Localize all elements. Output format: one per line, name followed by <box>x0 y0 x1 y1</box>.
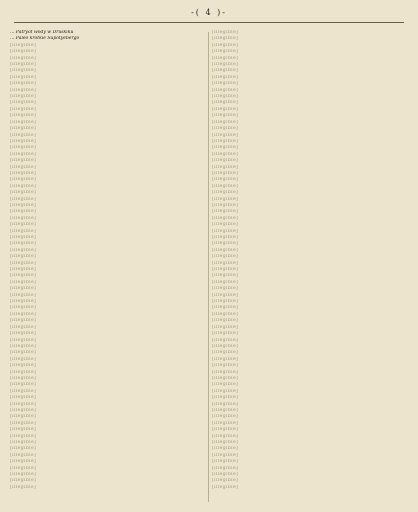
catalog-entry-illegible: [illegible] <box>212 190 239 196</box>
catalog-entry-illegible: [illegible] <box>212 350 239 356</box>
catalog-entry-illegible: [illegible] <box>212 279 239 285</box>
catalog-entry-illegible: [illegible] <box>212 324 239 330</box>
catalog-entry-illegible: [illegible] <box>10 356 37 362</box>
catalog-entry-illegible: [illegible] <box>10 350 37 356</box>
catalog-entry-illegible: [illegible] <box>212 452 239 458</box>
catalog-entry-illegible: [illegible] <box>212 414 239 420</box>
catalog-entry-illegible: [illegible] <box>212 241 239 247</box>
catalog-entry-illegible: [illegible] <box>10 401 37 407</box>
catalog-entry-illegible: [illegible] <box>10 42 37 48</box>
catalog-entry-illegible: [illegible] <box>212 151 239 157</box>
catalog-entry-illegible: [illegible] <box>212 273 239 279</box>
column-divider <box>208 32 209 502</box>
catalog-entry-illegible: [illegible] <box>10 427 37 433</box>
catalog-entry-illegible: [illegible] <box>10 87 37 93</box>
catalog-entry-illegible: [illegible] <box>212 196 239 202</box>
catalog-entry-illegible: [illegible] <box>212 356 239 362</box>
catalog-entry-illegible: [illegible] <box>212 247 239 253</box>
catalog-entry-illegible: [illegible] <box>10 260 37 266</box>
catalog-entry-illegible: [illegible] <box>212 267 239 273</box>
catalog-entry-illegible: [illegible] <box>212 260 239 266</box>
catalog-entry-illegible: [illegible] <box>10 190 37 196</box>
catalog-entry-illegible: [illegible] <box>10 209 37 215</box>
catalog-entry-illegible: [illegible] <box>10 273 37 279</box>
left-column <box>10 30 206 491</box>
catalog-entry-illegible: [illegible] <box>212 87 239 93</box>
catalog-entry-illegible: [illegible] <box>10 305 37 311</box>
catalog-entry-illegible: [illegible] <box>212 42 239 48</box>
catalog-entry-illegible: [illegible] <box>10 363 37 369</box>
catalog-entry-illegible: [illegible] <box>212 299 239 305</box>
catalog-entry-illegible: [illegible] <box>212 420 239 426</box>
catalog-entry-illegible: [illegible] <box>10 145 37 151</box>
catalog-entry-illegible: [illegible] <box>212 382 239 388</box>
catalog-entry-illegible: [illegible] <box>212 472 239 478</box>
catalog-entry-illegible: [illegible] <box>212 49 239 55</box>
catalog-entry-illegible: [illegible] <box>10 68 37 74</box>
catalog-entry-illegible: [illegible] <box>212 81 239 87</box>
catalog-entry-illegible: [illegible] <box>212 74 239 80</box>
catalog-entry-illegible: [illegible] <box>10 478 37 484</box>
catalog-entry-illegible: [illegible] <box>212 55 239 61</box>
catalog-entry-illegible: [illegible] <box>10 202 37 208</box>
catalog-entry-illegible: [illegible] <box>212 446 239 452</box>
catalog-entry-illegible: [illegible] <box>212 363 239 369</box>
catalog-entry-illegible: [illegible] <box>212 36 239 42</box>
catalog-entry-illegible: [illegible] <box>10 119 37 125</box>
catalog-entry-illegible: [illegible] <box>212 305 239 311</box>
catalog-entry-illegible: [illegible] <box>212 126 239 132</box>
catalog-entry-illegible: [illegible] <box>212 459 239 465</box>
catalog-entry-illegible: [illegible] <box>10 196 37 202</box>
catalog-entry-illegible: [illegible] <box>212 177 239 183</box>
catalog-entry-illegible: [illegible] <box>10 267 37 273</box>
catalog-entry: … Patryot wody w Druskiku <box>10 30 74 35</box>
catalog-entry-illegible: [illegible] <box>10 55 37 61</box>
catalog-entry-illegible: [illegible] <box>212 30 239 35</box>
catalog-entry-illegible: [illegible] <box>212 311 239 317</box>
catalog-entry-illegible: [illegible] <box>212 407 239 413</box>
catalog-entry-illegible: [illegible] <box>10 113 37 119</box>
catalog-entry-illegible: [illegible] <box>10 106 37 112</box>
catalog-entry-illegible: [illegible] <box>212 401 239 407</box>
catalog-entry-illegible: [illegible] <box>212 395 239 401</box>
catalog-entry-illegible: [illegible] <box>212 465 239 471</box>
catalog-entry-illegible: [illegible] <box>10 164 37 170</box>
catalog-entry-illegible: [illegible] <box>10 74 37 80</box>
catalog-entry-illegible: [illegible] <box>212 170 239 176</box>
catalog-entry-illegible: [illegible] <box>212 228 239 234</box>
catalog-entry-illegible: [illegible] <box>10 254 37 260</box>
catalog-entry-illegible: [illegible] <box>10 49 37 55</box>
catalog-entry-illegible: [illegible] <box>212 433 239 439</box>
catalog-entry-illegible: [illegible] <box>10 420 37 426</box>
catalog-entry-illegible: [illegible] <box>212 254 239 260</box>
catalog-entry-illegible: [illegible] <box>10 414 37 420</box>
catalog-entry-illegible: [illegible] <box>10 465 37 471</box>
catalog-entry-illegible: [illegible] <box>10 433 37 439</box>
catalog-entry-illegible: [illegible] <box>212 106 239 112</box>
catalog-entry-illegible: [illegible] <box>10 183 37 189</box>
catalog-entry-illegible: [illegible] <box>10 407 37 413</box>
catalog-entry-illegible: [illegible] <box>212 145 239 151</box>
catalog-entry-illegible: [illegible] <box>10 247 37 253</box>
catalog-entry-illegible: [illegible] <box>212 235 239 240</box>
catalog-entry-illegible: [illegible] <box>10 151 37 157</box>
catalog-entry-illegible: [illegible] <box>10 100 37 106</box>
catalog-entry-illegible: [illegible] <box>212 440 239 445</box>
catalog-entry-illegible: [illegible] <box>212 132 239 138</box>
catalog-entry-illegible: [illegible] <box>212 286 239 292</box>
catalog-entry-illegible: [illegible] <box>212 318 239 324</box>
catalog-entry-illegible: [illegible] <box>10 235 37 240</box>
catalog-entry-illegible: [illegible] <box>10 62 37 68</box>
catalog-entry-illegible: [illegible] <box>10 440 37 445</box>
catalog-entry-illegible: [illegible] <box>212 427 239 433</box>
catalog-entry-illegible: [illegible] <box>212 375 239 381</box>
catalog-entry: … Paleo krotkie Supotyebergo <box>10 36 80 42</box>
catalog-entry-illegible: [illegible] <box>10 337 37 343</box>
catalog-entry-illegible: [illegible] <box>10 472 37 478</box>
catalog-entry-illegible: [illegible] <box>10 343 37 349</box>
catalog-entry-illegible: [illegible] <box>10 324 37 330</box>
catalog-entry-illegible: [illegible] <box>212 62 239 68</box>
catalog-entry-illegible: [illegible] <box>10 228 37 234</box>
catalog-entry-illegible: [illegible] <box>10 177 37 183</box>
header-rule <box>14 22 404 23</box>
catalog-entry-illegible: [illegible] <box>10 94 37 100</box>
page-number: -( 4 )- <box>191 8 227 17</box>
catalog-entry-illegible: [illegible] <box>212 113 239 119</box>
catalog-entry-illegible: [illegible] <box>10 279 37 285</box>
catalog-entry-illegible: [illegible] <box>212 202 239 208</box>
catalog-entry-illegible: [illegible] <box>10 331 37 337</box>
catalog-entry-illegible: [illegible] <box>10 395 37 401</box>
catalog-entry-illegible: [illegible] <box>10 158 37 164</box>
catalog-entry-illegible: [illegible] <box>212 331 239 337</box>
catalog-entry-illegible: [illegible] <box>212 343 239 349</box>
catalog-entry-illegible: [illegible] <box>10 382 37 388</box>
catalog-entry-illegible: [illegible] <box>212 183 239 189</box>
catalog-entry-illegible: [illegible] <box>212 222 239 228</box>
page-header <box>0 8 418 24</box>
catalog-entry-illegible: [illegible] <box>10 452 37 458</box>
catalog-entry-illegible: [illegible] <box>212 94 239 100</box>
catalog-entry-illegible: [illegible] <box>10 222 37 228</box>
catalog-entry-illegible: [illegible] <box>212 478 239 484</box>
right-column <box>212 30 408 491</box>
catalog-entry-illegible: [illegible] <box>212 388 239 394</box>
catalog-entry-illegible: [illegible] <box>10 126 37 132</box>
catalog-entry-illegible: [illegible] <box>212 209 239 215</box>
catalog-entry-illegible: [illegible] <box>10 215 37 221</box>
catalog-entry-illegible: [illegible] <box>212 337 239 343</box>
catalog-entry-illegible: [illegible] <box>10 388 37 394</box>
catalog-entry-illegible: [illegible] <box>212 138 239 144</box>
catalog-entry-illegible: [illegible] <box>212 215 239 221</box>
catalog-entry-illegible: [illegible] <box>212 369 239 375</box>
catalog-entry-illegible: [illegible] <box>10 311 37 317</box>
catalog-entry-illegible: [illegible] <box>10 375 37 381</box>
catalog-entry-illegible: [illegible] <box>10 286 37 292</box>
catalog-entry-illegible: [illegible] <box>10 138 37 144</box>
catalog-entry-illegible: [illegible] <box>10 299 37 305</box>
catalog-entry-illegible: [illegible] <box>212 100 239 106</box>
catalog-entry-illegible: [illegible] <box>212 68 239 74</box>
catalog-entry-illegible: [illegible] <box>10 318 37 324</box>
catalog-entry-illegible: [illegible] <box>10 446 37 452</box>
catalog-entry-illegible: [illegible] <box>10 459 37 465</box>
catalog-entry-illegible: [illegible] <box>10 292 37 298</box>
catalog-entry-illegible: [illegible] <box>10 241 37 247</box>
catalog-entry-illegible: [illegible] <box>10 170 37 176</box>
catalog-entry-illegible: [illegible] <box>10 81 37 87</box>
catalog-entry-illegible: [illegible] <box>212 119 239 125</box>
catalog-entry-illegible: [illegible] <box>212 158 239 164</box>
catalog-entry-illegible: [illegible] <box>212 164 239 170</box>
catalog-entry-illegible: [illegible] <box>10 484 37 490</box>
catalog-entry-illegible: [illegible] <box>10 369 37 375</box>
catalog-entry-illegible: [illegible] <box>10 132 37 138</box>
catalog-entry-illegible: [illegible] <box>212 484 239 490</box>
catalog-entry-illegible: [illegible] <box>212 292 239 298</box>
